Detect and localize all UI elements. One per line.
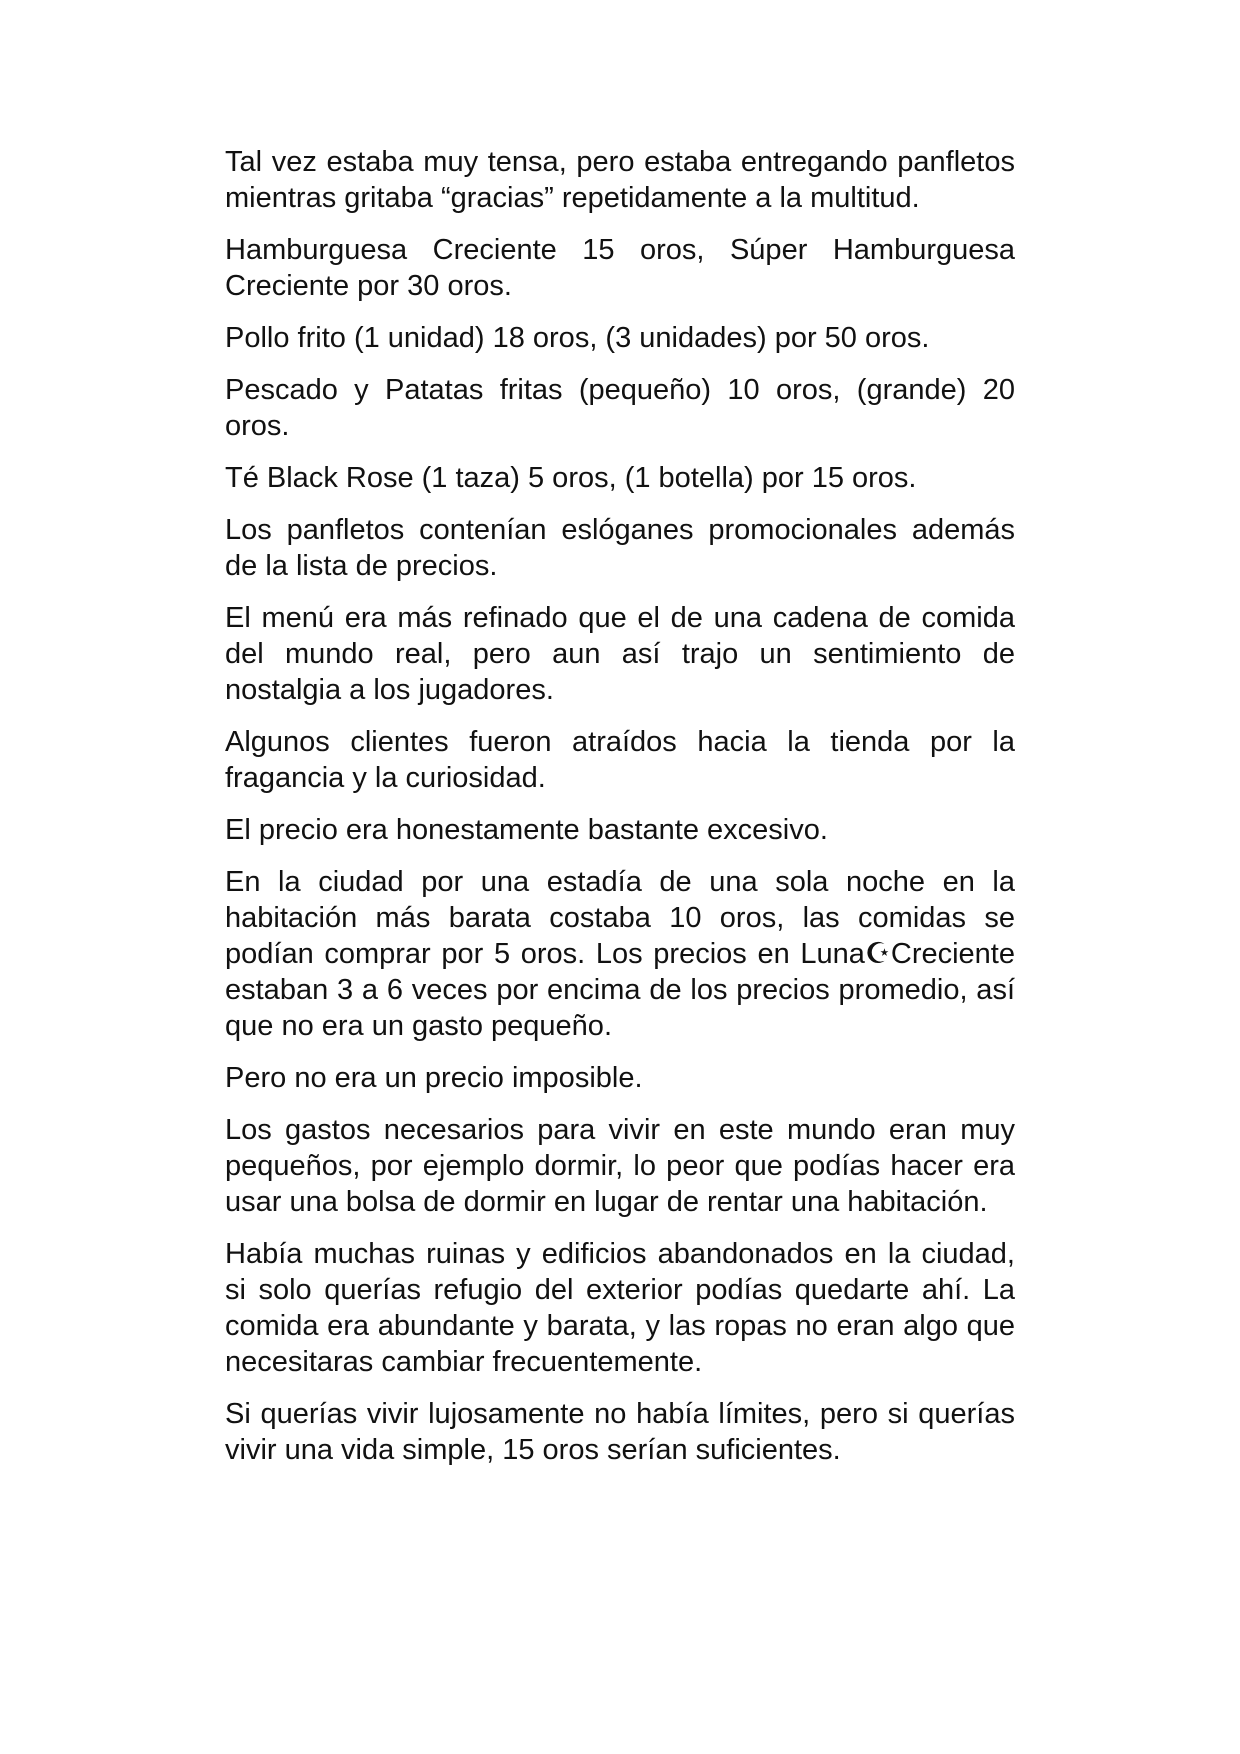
paragraph-13: Había muchas ruinas y edificios abandonados en la ciudad, si solo querías refugio del exterior podías quedarte ahí. La comida era abundante y barata, y las ropas no eran algo que necesitaras cambiar frecuentemente. (225, 1238, 1015, 1378)
paragraph-6: Los panfletos contenían eslóganes promocionales además de la lista de precios. (225, 514, 1015, 582)
document-page (225, 144, 1015, 1484)
paragraph-1: Tal vez estaba muy tensa, pero estaba entregando panfletos mientras gritaba “gracias” repetidamente a la multitud. (225, 146, 1015, 214)
paragraph-4: Pescado y Patatas fritas (pequeño) 10 oros, (grande) 20 oros. (225, 374, 1015, 442)
paragraph-10: En la ciudad por una estadía de una sola noche en la habitación más barata costaba 10 oros, las comidas se podían comprar por 5 oros. Los precios en Luna☪Creciente estaban 3 a 6 veces por encima de los precios promedio, así que no era un gasto pequeño. (225, 866, 1015, 1042)
paragraph-11: Pero no era un precio imposible. (225, 1062, 643, 1094)
paragraph-3: Pollo frito (1 unidad) 18 oros, (3 unidades) por 50 oros. (225, 322, 930, 354)
paragraph-12: Los gastos necesarios para vivir en este mundo eran muy pequeños, por ejemplo dormir, lo peor que podías hacer era usar una bolsa de dormir en lugar de rentar una habitación. (225, 1114, 1015, 1218)
paragraph-8: Algunos clientes fueron atraídos hacia la tienda por la fragancia y la curiosidad. (225, 726, 1015, 794)
paragraph-5: Té Black Rose (1 taza) 5 oros, (1 botella) por 15 oros. (225, 462, 917, 494)
paragraph-9: El precio era honestamente bastante excesivo. (225, 814, 828, 846)
paragraph-2: Hamburguesa Creciente 15 oros, Súper Hamburguesa Creciente por 30 oros. (225, 234, 1015, 302)
paragraph-14: Si querías vivir lujosamente no había límites, pero si querías vivir una vida simple, 15 oros serían suficientes. (225, 1398, 1015, 1466)
paragraph-7: El menú era más refinado que el de una cadena de comida del mundo real, pero aun así trajo un sentimiento de nostalgia a los jugadores. (225, 602, 1015, 706)
